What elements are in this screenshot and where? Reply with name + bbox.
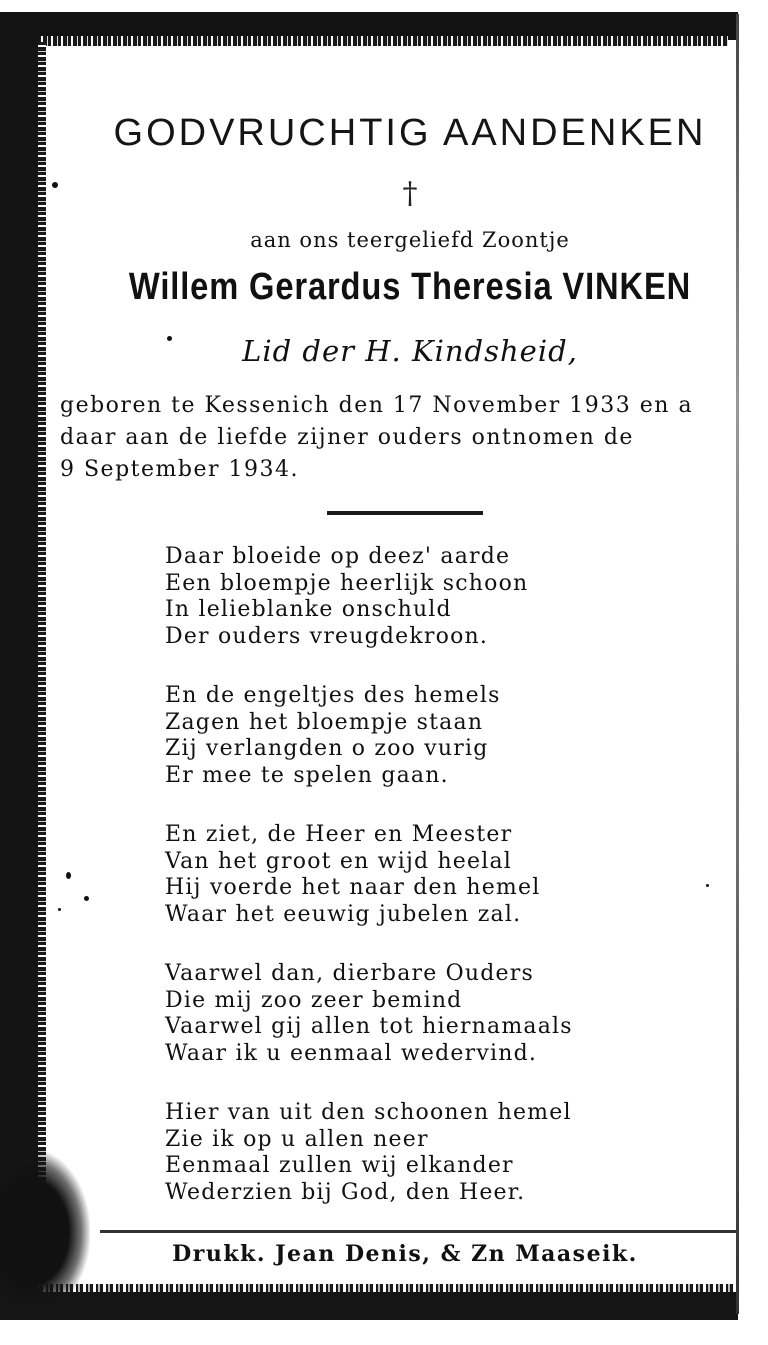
poem-line: Eenmaal zullen wij elkander (165, 1153, 514, 1178)
poem-stanza (165, 961, 725, 1067)
print-speck (52, 182, 58, 188)
bio-line: geboren te Kessenich den 17 November 1933 en a (60, 393, 694, 418)
poem-stanza (165, 822, 725, 928)
card-title: GODVRUCHTIG AANDENKEN (113, 112, 707, 154)
poem-line: En ziet, de Heer en Meester (165, 822, 513, 847)
print-speck (84, 896, 89, 901)
footer-rule (100, 1230, 736, 1233)
poem-stanza (165, 683, 725, 789)
intro-line: aan ons teergeliefd Zoontje (250, 228, 570, 252)
bio-line: daar aan de liefde zijner ouders ontnomen de (60, 425, 634, 450)
poem-line: Daar bloeide op deez' aarde (165, 544, 511, 569)
poem-stanza (165, 1100, 725, 1206)
poem-line: En de engeltjes des hemels (165, 683, 501, 708)
print-speck (167, 336, 172, 341)
printer-credit: Drukk. Jean Denis, & Zn Maaseik. (172, 1241, 638, 1267)
poem-line: Vaarwel gij allen tot hiernamaals (165, 1014, 573, 1039)
print-speck (706, 884, 709, 887)
bio-line: 9 September 1934. (60, 457, 299, 482)
cross-icon: † (402, 176, 418, 211)
subtitle: Lid der H. Kindsheid, (242, 334, 578, 368)
poem-line: In lelieblanke onschuld (165, 597, 452, 622)
ink-blot-decoration (0, 1150, 90, 1300)
poem-line: Zij verlangden o zoo vurig (165, 736, 489, 761)
poem-line: Waar ik u eenmaal wedervind. (165, 1040, 538, 1066)
print-speck (58, 908, 61, 911)
print-speck (66, 872, 71, 879)
poem-line: Die mij zoo zeer bemind (165, 987, 463, 1013)
poem (165, 544, 725, 1239)
poem-stanza (165, 544, 725, 650)
poem-line: Der ouders vreugdekroon. (165, 623, 489, 649)
poem-line: Vaarwel dan, dierbare Ouders (165, 961, 534, 986)
poem-line: Een bloempje heerlijk schoon (165, 570, 529, 596)
card-right-edge (736, 14, 739, 1314)
mourning-border-top (10, 12, 738, 40)
poem-line: Waar het eeuwig jubelen zal. (165, 901, 522, 927)
poem-line: Zagen het bloempje staan (165, 709, 484, 735)
poem-line: Van het groot en wijd heelal (165, 848, 513, 874)
mourning-border-left (0, 12, 40, 1317)
poem-line: Er mee te spelen gaan. (165, 762, 449, 788)
mourning-border-bottom (0, 1290, 738, 1320)
biography-text (60, 390, 736, 486)
deceased-name: Willem Gerardus Theresia VINKEN (128, 266, 692, 308)
divider-rule (327, 511, 483, 515)
poem-line: Zie ik op u allen neer (165, 1126, 429, 1152)
poem-line: Hier van uit den schoonen hemel (165, 1100, 572, 1125)
poem-line: Hij voerde het naar den hemel (165, 875, 541, 900)
poem-line: Wederzien bij God, den Heer. (165, 1179, 526, 1205)
